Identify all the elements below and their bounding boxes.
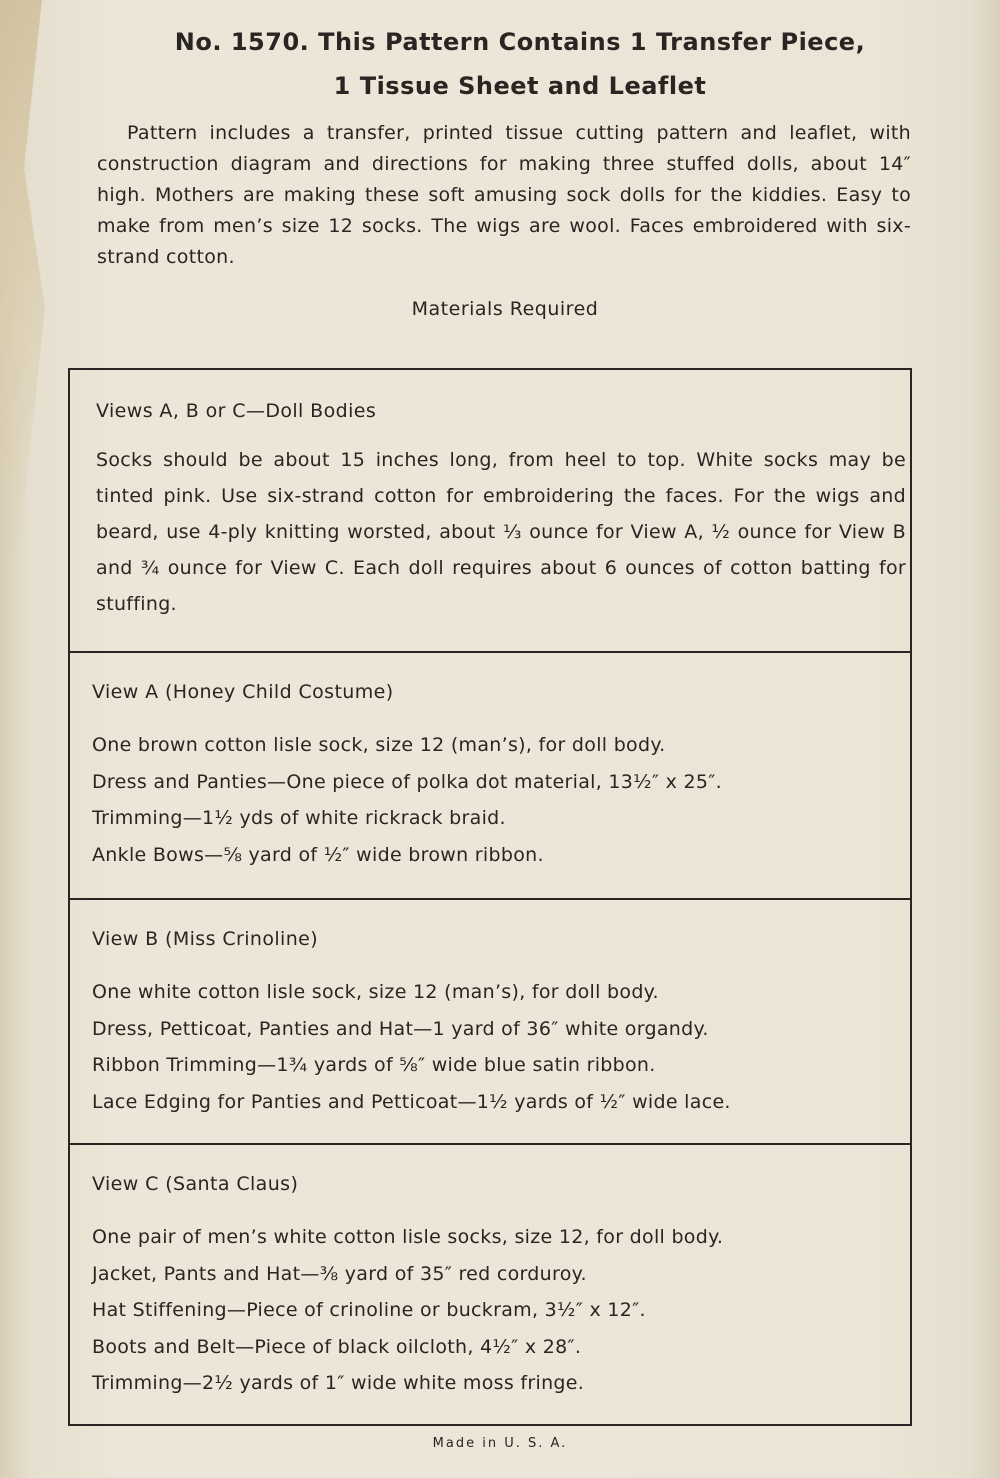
made-in-usa: Made in U. S. A. [432,1436,568,1451]
material-list [92,974,731,1120]
list-item: One white cotton lisle sock, size 12 (man’s), for doll body. [92,981,659,1003]
list-item: Dress, Petticoat, Panties and Hat—1 yard of 36″ white organdy. [92,1017,709,1040]
section-heading: Views A, B or C—Doll Bodies [96,400,377,422]
materials-heading: Materials Required [411,298,599,320]
list-item: Trimming—1½ yds of white rickrack braid. [92,807,506,829]
page-shadow [970,0,1000,1478]
section-view-c [70,1145,910,1426]
section-view-a [70,653,910,900]
section-doll-bodies [70,370,910,653]
intro-paragraph: Pattern includes a transfer, printed tissue cutting pattern and leaflet, with construction diagram and directions for making three stuffed dolls, about 14″ high. Mothers are making these soft amusing sock dolls for the kiddies. Easy to make from men’s size 12 socks. The wigs are wool. Faces embroidered with six-strand cotton. [97,122,911,268]
section-heading: View B (Miss Crinoline) [92,928,319,950]
section-heading: View C (Santa Claus) [92,1173,299,1195]
list-item: One pair of men’s white cotton lisle socks, size 12, for doll body. [92,1226,724,1248]
list-item: Hat Stiffening—Piece of crinoline or buckram, 3½″ x 12″. [92,1299,646,1321]
list-item: Ribbon Trimming—1¾ yards of ⅝″ wide blue satin ribbon. [92,1054,656,1076]
list-item: Boots and Belt—Piece of black oilcloth, 4½″ x 28″. [92,1335,582,1358]
section-text: Socks should be about 15 inches long, from heel to top. White socks may be tinted pink. Use six-strand cotton for embroidering the faces. For the wigs and beard, use 4-ply knitting worsted, about ⅓ ounce for View A, ½ ounce for View B and ¾ ounce for View C. Each doll requires about 6 ounces of cotton batting for stuffing. [96,449,906,615]
list-item: Ankle Bows—⅝ yard of ½″ wide brown ribbon. [92,843,544,866]
list-item: Trimming—2½ yards of 1″ wide white moss fringe. [92,1372,585,1394]
section-heading: View A (Honey Child Costume) [92,681,394,703]
list-item: One brown cotton lisle sock, size 12 (man’s), for doll body. [92,734,666,756]
title-line-1: No. 1570. This Pattern Contains 1 Transfer Piece, [174,28,866,56]
list-item: Dress and Panties—One piece of polka dot material, 13½″ x 25″. [92,770,723,793]
title-line-2: 1 Tissue Sheet and Leaflet [333,72,707,100]
list-item: Lace Edging for Panties and Petticoat—1½ yards of ½″ wide lace. [92,1090,731,1113]
section-view-b [70,900,910,1145]
material-list [92,727,722,873]
materials-table [68,368,912,1426]
list-item: Jacket, Pants and Hat—⅜ yard of 35″ red corduroy. [92,1262,587,1285]
material-list [92,1219,723,1402]
